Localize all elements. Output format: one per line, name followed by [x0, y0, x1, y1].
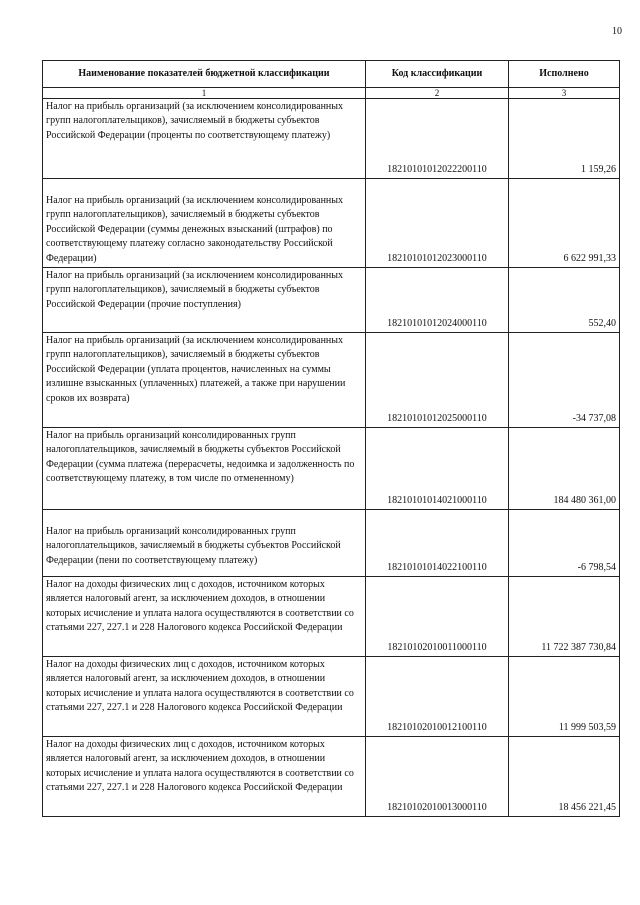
row-name: Налог на доходы физических лиц с доходов, источником которых является налоговый агент, за исключением доходов, в отношении которых исчисление и уплата налога осуществляются в соответствии со статьями 227, 227.1 и 228 Налогового кодекса Российской Федерации	[46, 579, 354, 634]
table-row	[43, 99, 620, 179]
table-row	[43, 179, 620, 268]
table-header-row	[43, 61, 620, 88]
table-row	[43, 510, 620, 577]
header-name: Наименование показателей бюджетной классификации	[43, 61, 366, 88]
page-number: 10	[612, 26, 622, 37]
budget-classification-table	[42, 60, 620, 817]
header-executed: Исполнено	[509, 61, 620, 88]
table-row	[43, 577, 620, 657]
row-name: Налог на прибыль организаций консолидированных групп налогоплательщиков, зачисляемый в бюджеты субъектов Российской Федерации (пени по соответствующему платежу)	[46, 526, 341, 566]
row-amount: 11 722 387 730,84	[509, 577, 620, 657]
row-name: Налог на прибыль организаций (за исключением консолидированных групп налогоплательщиков), зачисляемый в бюджеты субъектов Российской Федерации (суммы денежных взысканий (штрафов) по соответствующему платежу согласно законодательству Российской Федерации)	[46, 195, 344, 264]
row-amount: 184 480 361,00	[509, 428, 620, 510]
table-row	[43, 657, 620, 737]
row-name: Налог на прибыль организаций (за исключением консолидированных групп налогоплательщиков), зачисляемый в бюджеты субъектов Российской Федерации (прочие поступления)	[46, 270, 344, 310]
row-name: Налог на доходы физических лиц с доходов, источником которых является налоговый агент, за исключением доходов, в отношении которых исчисление и уплата налога осуществляются в соответствии со статьями 227, 227.1 и 228 Налогового кодекса Российской Федерации	[46, 739, 354, 794]
row-name: Налог на прибыль организаций консолидированных групп налогоплательщиков, зачисляемый в бюджеты субъектов Российской Федерации (сумма платежа (перерасчеты, недоимка и задолженность по соответствующему платежу, в том числе по отмененному)	[46, 430, 355, 485]
column-number: 3	[509, 88, 620, 99]
row-amount: -34 737,08	[509, 333, 620, 428]
header-code: Код классификации	[366, 61, 509, 88]
table-row	[43, 737, 620, 817]
row-code: 18210102010011000110	[366, 577, 509, 657]
row-amount: 18 456 221,45	[509, 737, 620, 817]
table-row	[43, 268, 620, 333]
column-number-row	[43, 88, 620, 99]
row-code: 18210102010013000110	[366, 737, 509, 817]
row-code: 18210101014021000110	[366, 428, 509, 510]
row-amount: -6 798,54	[509, 510, 620, 577]
column-number: 2	[366, 88, 509, 99]
row-amount: 552,40	[509, 268, 620, 333]
row-amount: 1 159,26	[509, 99, 620, 179]
row-code: 18210101012023000110	[366, 179, 509, 268]
row-code: 18210101014022100110	[366, 510, 509, 577]
row-code: 18210101012024000110	[366, 268, 509, 333]
table-row	[43, 428, 620, 510]
row-code: 18210101012022200110	[366, 99, 509, 179]
row-name: Налог на прибыль организаций (за исключением консолидированных групп налогоплательщиков), зачисляемый в бюджеты субъектов Российской Федерации (проценты по соответствующему платежу)	[46, 101, 344, 141]
row-name: Налог на прибыль организаций (за исключением консолидированных групп налогоплательщиков), зачисляемый в бюджеты субъектов Российской Федерации (уплата процентов, начисленных на суммы излишне взысканных (уплаченных) платежей, а также при нарушении сроков их возврата)	[46, 335, 346, 404]
row-amount: 11 999 503,59	[509, 657, 620, 737]
row-name: Налог на доходы физических лиц с доходов, источником которых является налоговый агент, за исключением доходов, в отношении которых исчисление и уплата налога осуществляются в соответствии со статьями 227, 227.1 и 228 Налогового кодекса Российской Федерации	[46, 659, 354, 714]
column-number: 1	[43, 88, 366, 99]
row-amount: 6 622 991,33	[509, 179, 620, 268]
row-code: 18210101012025000110	[366, 333, 509, 428]
row-code: 18210102010012100110	[366, 657, 509, 737]
table-row	[43, 333, 620, 428]
